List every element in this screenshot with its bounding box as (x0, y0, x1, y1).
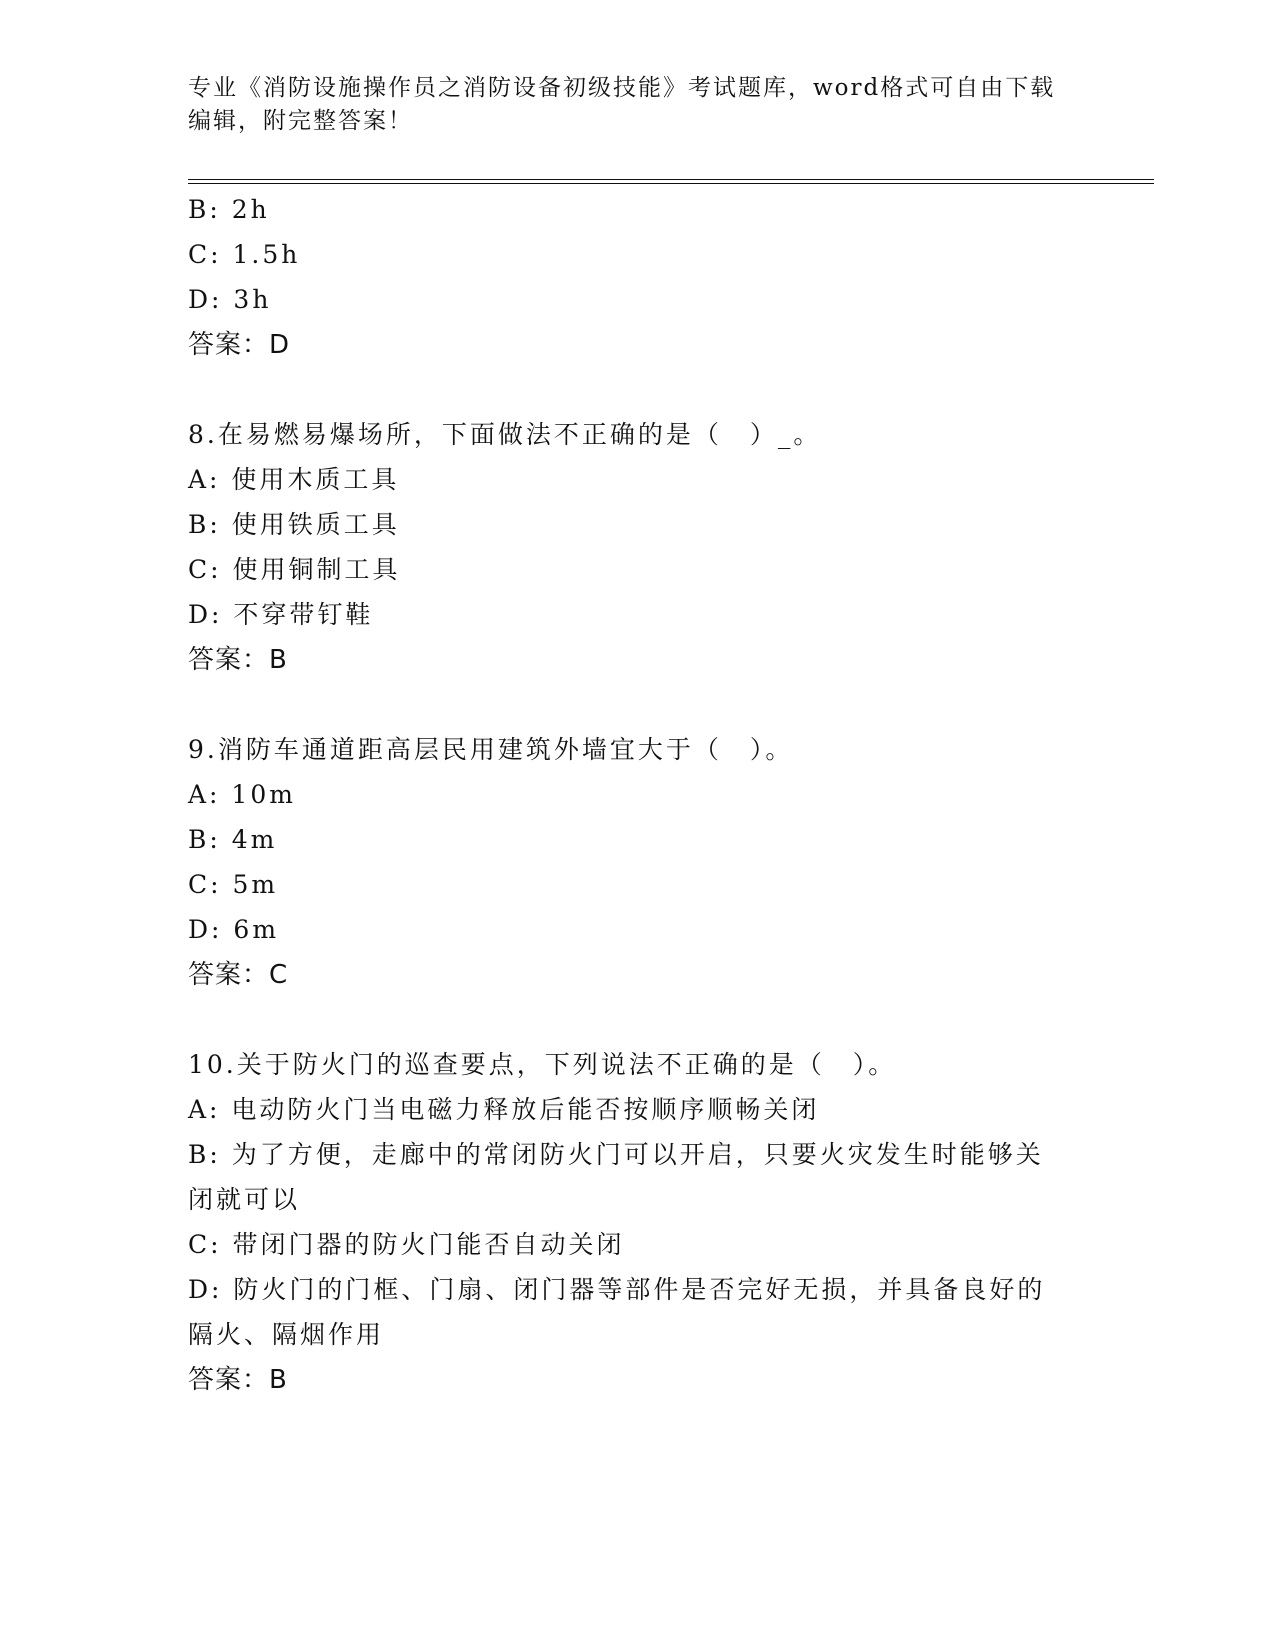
q8-option-c: C: 使用铜制工具 (188, 555, 401, 584)
q9-option-b: B: 4m (188, 825, 278, 854)
header-divider-top (188, 179, 1154, 180)
q7-option-b: B: 2h (188, 195, 270, 224)
q9-option-a: A: 10m (188, 780, 296, 809)
q9-option-c: C: 5m (188, 870, 279, 899)
q10-answer: 答案：B (188, 1365, 288, 1395)
q9-answer: 答案：C (188, 960, 289, 990)
document-header: 专业《消防设施操作员之消防设备初级技能》考试题库，word格式可自由下载编辑，附完整答案！ (188, 75, 1056, 134)
q8-answer: 答案：B (188, 645, 288, 675)
q10-option-b: B: 为了方便，走廊中的常闭防火门可以开启，只要火灾发生时能够关闭就可以 (188, 1140, 1044, 1214)
q7-answer: 答案：D (188, 330, 291, 360)
q10-stem: 10.关于防火门的巡查要点，下列说法不正确的是（ ）。 (188, 1050, 897, 1079)
q7-option-d: D: 3h (188, 285, 272, 314)
q9-option-d: D: 6m (188, 915, 280, 944)
q8-option-d: D: 不穿带钉鞋 (188, 600, 374, 629)
q10-option-a: A: 电动防火门当电磁力释放后能否按顺序顺畅关闭 (188, 1095, 820, 1124)
q10-option-d: D: 防火门的门框、门扇、闭门器等部件是否完好无损，并具备良好的隔火、隔烟作用 (188, 1275, 1046, 1349)
header-divider-bottom (188, 183, 1154, 184)
q10-option-c: C: 带闭门器的防火门能否自动关闭 (188, 1230, 625, 1259)
q7-option-c: C: 1.5h (188, 240, 301, 269)
q8-option-a: A: 使用木质工具 (188, 465, 400, 494)
q8-option-b: B: 使用铁质工具 (188, 510, 400, 539)
q8-stem: 8.在易燃易爆场所，下面做法不正确的是（ ）_。 (188, 420, 822, 449)
q9-stem: 9.消防车通道距高层民用建筑外墙宜大于（ ）。 (188, 735, 794, 764)
